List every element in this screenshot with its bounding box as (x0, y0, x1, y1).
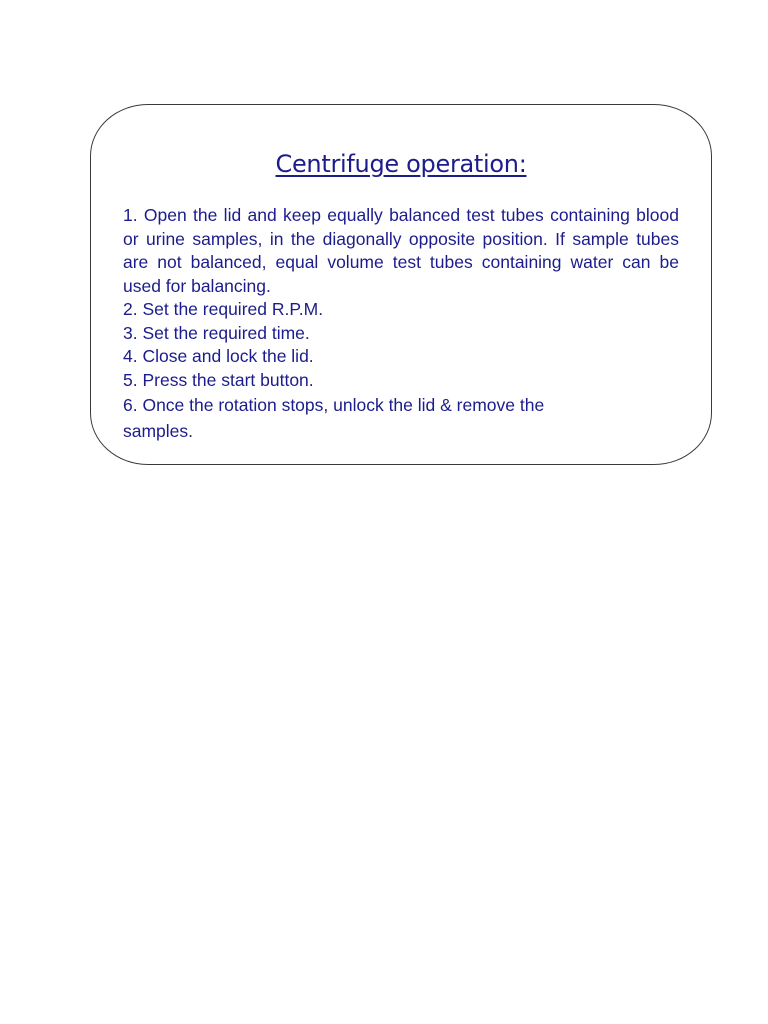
step-2: 2. Set the required R.P.M. (123, 299, 324, 319)
instruction-card (90, 104, 712, 465)
step-4: 4. Close and lock the lid. (123, 346, 314, 366)
step-5: 5. Press the start button. (123, 369, 314, 390)
step-6: 6. Once the rotation stops, unlock the lid & remove the samples. (123, 395, 545, 441)
card-title: Centrifuge operation: (275, 150, 527, 178)
step-1: 1. Open the lid and keep equally balanced test tubes containing blood or urine samples, in the diagonally opposite position. If sample tubes are not balanced, equal volume test tubes containing water can be used for balancing. (123, 205, 679, 296)
steps-list (123, 204, 679, 444)
step-3: 3. Set the required time. (123, 322, 310, 343)
